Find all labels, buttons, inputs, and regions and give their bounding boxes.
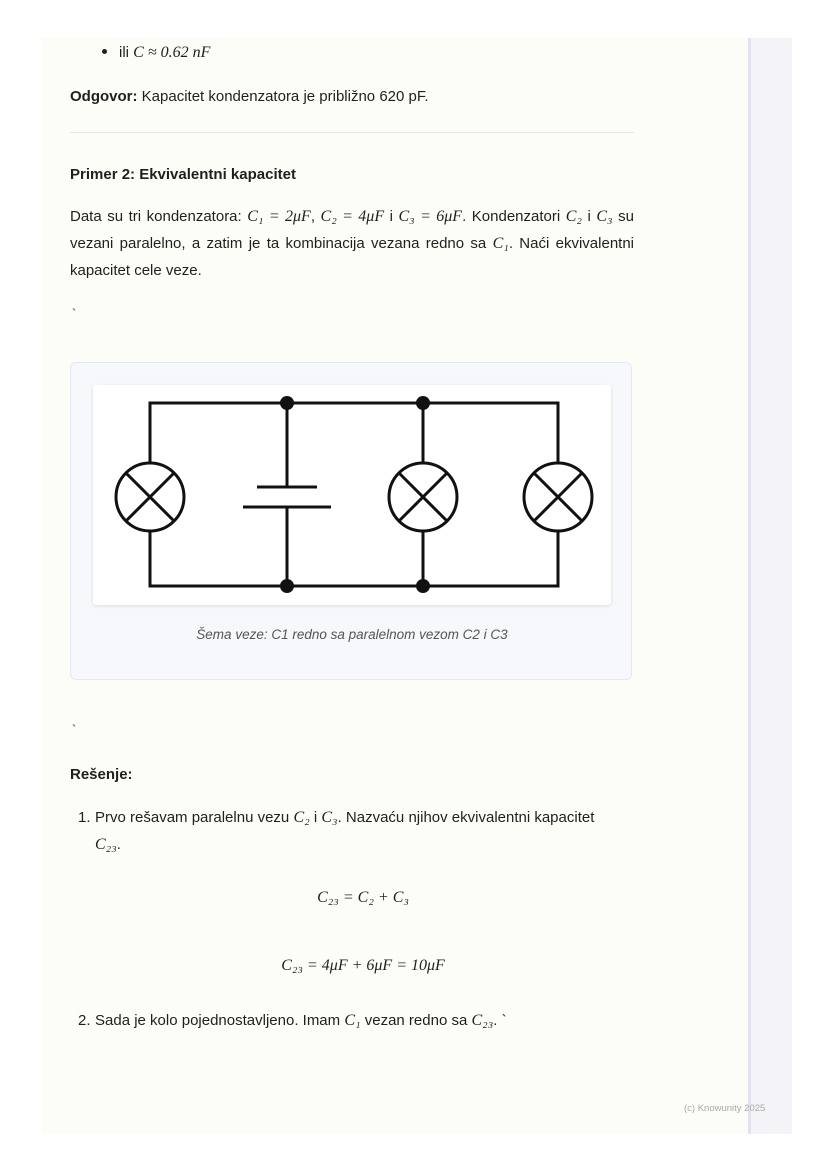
document-page [42, 38, 748, 1134]
sentence-part: su vezani paralelno, a zatim je ta kombinacija vezana redno sa [70, 208, 634, 252]
sentence-part: . Naći ekvivalentni kapacitet cele veze. [70, 235, 635, 279]
step-text: Prvo rešavam paralelnu vezu [95, 809, 294, 826]
and-word: i [581, 208, 597, 225]
step-text: Sada je kolo pojednostavljeno. Imam [95, 1012, 345, 1029]
bullet-prefix: ili [119, 44, 134, 61]
circuit-diagram [93, 385, 611, 605]
equation-1: C₂₃ = C₂ + C₃ [317, 889, 409, 906]
circuit-schematic [93, 385, 611, 605]
bullet-dot-icon [102, 49, 107, 54]
math-c3: C₃ = 6μF [398, 208, 463, 225]
stray-backtick: ` [72, 722, 77, 737]
math-c3: C₃ [321, 809, 338, 826]
math-c1: C₁ [344, 1012, 361, 1029]
math-c1-symbol: C₁ [492, 235, 509, 252]
bullet-item [102, 39, 210, 66]
step-number: 1. [78, 809, 91, 826]
math-c2: C₂ = 4μF [320, 208, 385, 225]
answer-text: Kapacitet kondenzatora je približno 620 pF. [137, 88, 429, 105]
step-continuation [78, 831, 634, 858]
math-c1: C₁ = 2μF [247, 208, 311, 225]
step-text: . [116, 836, 121, 853]
answer-label: Odgovor: [70, 88, 138, 105]
math-c2: C₂ [293, 809, 310, 826]
junction-dot [280, 396, 294, 410]
junction-dot [416, 579, 430, 593]
equation-2: C₂₃ = 4μF + 6μF = 10μF [281, 957, 445, 974]
junction-dot [416, 396, 430, 410]
answer-line [70, 83, 429, 110]
math-c3-symbol: C₃ [596, 208, 613, 225]
step-text: vezan redno sa [360, 1012, 472, 1029]
circuit-wire [150, 403, 558, 586]
divider [70, 132, 634, 133]
solution-title: Rešenje: [70, 766, 133, 783]
and-word: i [384, 208, 399, 225]
example-title: Primer 2: Ekvivalentni kapacitet [70, 166, 296, 183]
watermark: (c) Knowunity 2025 [684, 1103, 766, 1114]
math-c23: C₂₃ [95, 836, 117, 853]
junction-dot [280, 579, 294, 593]
example-paragraph: Data su tri kondenzatora: C₁ = 2μF, C₂ = 4μF i C₃ = 6μF. Kondenzatori C₂ i C₃ su vezani paralelno, a zatim je ta kombinacija vezana redno sa C₁. Naći ekvivalentni kapacitet cele veze. [70, 208, 635, 279]
sentence-part: . Kondenzatori [462, 208, 566, 225]
stray-backtick: ` [72, 306, 77, 321]
step-number: 2. [78, 1012, 91, 1029]
and-word: i [309, 809, 322, 826]
step-text: . Nazvaću njihov ekvivalentni kapacitet [337, 809, 595, 826]
bullet-math: C ≈ 0.62 nF [133, 44, 211, 61]
step-text: . ` [493, 1012, 507, 1029]
figure-container [70, 362, 632, 680]
math-c23: C₂₃ [471, 1012, 494, 1029]
example-intro: Data su tri kondenzatora: [70, 208, 248, 225]
solution-step-2 [78, 1007, 634, 1034]
right-margin-bar [748, 38, 792, 1134]
math-c2-symbol: C₂ [565, 208, 582, 225]
solution-step-1 [78, 804, 634, 858]
figure-caption: Šema veze: C1 redno sa paralelnom vezom C2 i C3 [196, 627, 508, 642]
